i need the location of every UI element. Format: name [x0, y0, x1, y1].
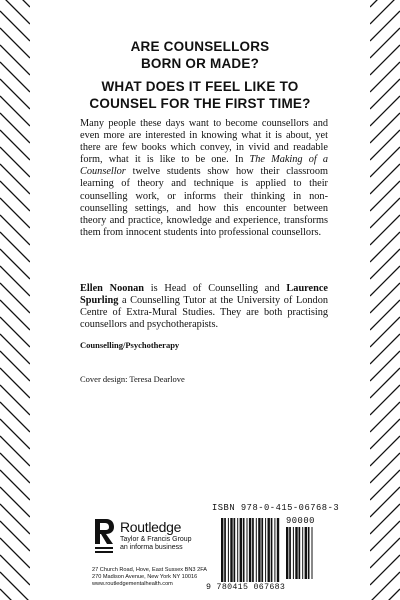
price-code: 90000 — [286, 516, 315, 526]
book-title: The Making of a Counsellor — [80, 154, 328, 178]
author-name-2: Laurence Spurling — [80, 283, 328, 307]
category-label: Counselling/Psychotherapy — [80, 340, 180, 350]
publisher-website: www.routledgementalhealth.com — [92, 580, 173, 587]
headline-line-1: ARE COUNSELLORS — [130, 39, 270, 54]
author-bio-text-1: is Head of Counselling and — [144, 283, 287, 294]
right-border-pattern — [370, 0, 400, 600]
publisher-address — [92, 567, 207, 587]
publisher-name: Routledge — [120, 519, 182, 535]
cover-design-credit: Cover design: Teresa Dearlove — [80, 374, 185, 384]
address-line-1: 27 Church Road, Hove, East Sussex BN3 2FA — [92, 567, 208, 573]
author-name-1: Ellen Noonan — [80, 283, 144, 294]
blurb-part-1: Many people these days want to become counsellors and even more are interested in knowing what it is about, yet there are few books which convey, in vivid and readable form, what it is like to be one. In — [80, 118, 328, 166]
routledge-logo-icon — [92, 517, 116, 560]
author-bio — [80, 283, 328, 331]
publisher-group-name: Taylor & Francis Group — [120, 536, 192, 543]
price-barcode — [285, 527, 315, 590]
author-bio-text-2: a Counselling Tutor at the University of London Centre of Extra-Mural Studies. They are both practising counsellors and psychotherapists. — [80, 295, 328, 331]
headline-line-2: BORN OR MADE? — [140, 56, 260, 71]
isbn-barcode — [220, 518, 282, 587]
publisher-business: an informa business — [120, 543, 183, 551]
address-line-2: 270 Madison Avenue, New York NY 10016 — [92, 573, 198, 580]
barcode-digits: 9 780415 067683 — [206, 583, 286, 592]
headline-line-4: COUNSEL FOR THE FIRST TIME? — [89, 96, 311, 111]
blurb-paragraph — [80, 118, 328, 239]
headline-line-3: WHAT DOES IT FEEL LIKE TO — [101, 79, 299, 94]
isbn-label: ISBN 978-0-415-06768-3 — [212, 503, 340, 513]
headline — [60, 38, 340, 112]
left-border-pattern — [0, 0, 30, 600]
publisher-group — [120, 536, 192, 552]
blurb-part-2: twelve students show how their classroom learning of theory and technique is applied to their counselling work, or informs their thinking in non-counselling settings, and how this encounter between theory and practice, knowledge and experience, transforms them from innocent students into professional counsellors. — [80, 166, 328, 238]
